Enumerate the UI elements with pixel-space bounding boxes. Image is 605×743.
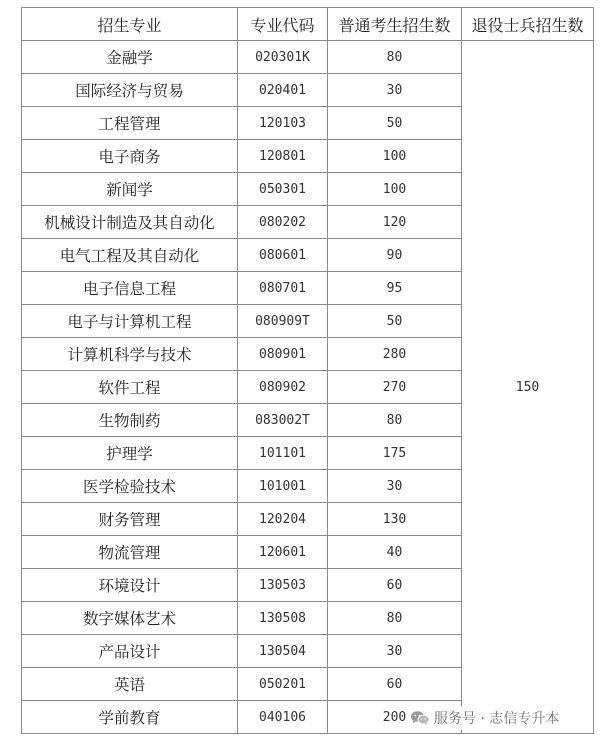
watermark-text: 服务号 · 志信专升本 — [434, 711, 560, 727]
header-veteran-count: 退役士兵招生数 — [462, 8, 594, 41]
major-name-cell: 产品设计 — [22, 635, 238, 668]
wechat-icon — [410, 710, 430, 726]
regular-count-cell: 50 — [328, 107, 462, 140]
major-code-cell: 120103 — [238, 107, 328, 140]
major-code-cell: 080701 — [238, 272, 328, 305]
regular-count-cell: 30 — [328, 470, 462, 503]
veteran-count-cell: 150 — [462, 41, 594, 734]
regular-count-cell: 30 — [328, 74, 462, 107]
major-name-cell: 计算机科学与技术 — [22, 338, 238, 371]
major-code-cell: 120801 — [238, 140, 328, 173]
major-name-cell: 机械设计制造及其自动化 — [22, 206, 238, 239]
major-code-cell: 083002T — [238, 404, 328, 437]
major-code-cell: 020401 — [238, 74, 328, 107]
regular-count-cell: 80 — [328, 41, 462, 74]
major-name-cell: 电子与计算机工程 — [22, 305, 238, 338]
major-name-cell: 物流管理 — [22, 536, 238, 569]
regular-count-cell: 100 — [328, 173, 462, 206]
regular-count-cell: 280 — [328, 338, 462, 371]
major-code-cell: 050201 — [238, 668, 328, 701]
regular-count-cell: 120 — [328, 206, 462, 239]
major-name-cell: 护理学 — [22, 437, 238, 470]
regular-count-cell: 95 — [328, 272, 462, 305]
major-name-cell: 软件工程 — [22, 371, 238, 404]
major-code-cell: 040106 — [238, 701, 328, 734]
regular-count-cell: 175 — [328, 437, 462, 470]
regular-count-cell: 200 — [328, 701, 462, 734]
major-name-cell: 数字媒体艺术 — [22, 602, 238, 635]
enrollment-table — [21, 7, 594, 734]
major-code-cell: 130503 — [238, 569, 328, 602]
regular-count-cell: 90 — [328, 239, 462, 272]
major-code-cell: 050301 — [238, 173, 328, 206]
major-code-cell: 080909T — [238, 305, 328, 338]
major-name-cell: 电子信息工程 — [22, 272, 238, 305]
major-name-cell: 电子商务 — [22, 140, 238, 173]
major-code-cell: 080202 — [238, 206, 328, 239]
major-code-cell: 080902 — [238, 371, 328, 404]
major-name-cell: 金融学 — [22, 41, 238, 74]
regular-count-cell: 80 — [328, 404, 462, 437]
table-row — [22, 41, 594, 74]
major-name-cell: 医学检验技术 — [22, 470, 238, 503]
regular-count-cell: 30 — [328, 635, 462, 668]
major-code-cell: 120204 — [238, 503, 328, 536]
regular-count-cell: 270 — [328, 371, 462, 404]
major-name-cell: 环境设计 — [22, 569, 238, 602]
major-name-cell: 电气工程及其自动化 — [22, 239, 238, 272]
table-body — [22, 41, 594, 734]
regular-count-cell: 60 — [328, 569, 462, 602]
regular-count-cell: 40 — [328, 536, 462, 569]
major-name-cell: 学前教育 — [22, 701, 238, 734]
major-name-cell: 生物制药 — [22, 404, 238, 437]
watermark — [410, 706, 563, 730]
major-code-cell: 120601 — [238, 536, 328, 569]
major-code-cell: 101001 — [238, 470, 328, 503]
major-code-cell: 130508 — [238, 602, 328, 635]
regular-count-cell: 130 — [328, 503, 462, 536]
major-name-cell: 新闻学 — [22, 173, 238, 206]
major-code-cell: 080901 — [238, 338, 328, 371]
major-code-cell: 130504 — [238, 635, 328, 668]
major-name-cell: 英语 — [22, 668, 238, 701]
regular-count-cell: 60 — [328, 668, 462, 701]
major-code-cell: 020301K — [238, 41, 328, 74]
header-regular-count: 普通考生招生数 — [328, 8, 462, 41]
header-major: 招生专业 — [22, 8, 238, 41]
major-name-cell: 工程管理 — [22, 107, 238, 140]
major-code-cell: 101101 — [238, 437, 328, 470]
major-code-cell: 080601 — [238, 239, 328, 272]
regular-count-cell: 80 — [328, 602, 462, 635]
table-header-row — [22, 8, 594, 41]
major-name-cell: 财务管理 — [22, 503, 238, 536]
major-name-cell: 国际经济与贸易 — [22, 74, 238, 107]
regular-count-cell: 50 — [328, 305, 462, 338]
regular-count-cell: 100 — [328, 140, 462, 173]
header-code: 专业代码 — [238, 8, 328, 41]
